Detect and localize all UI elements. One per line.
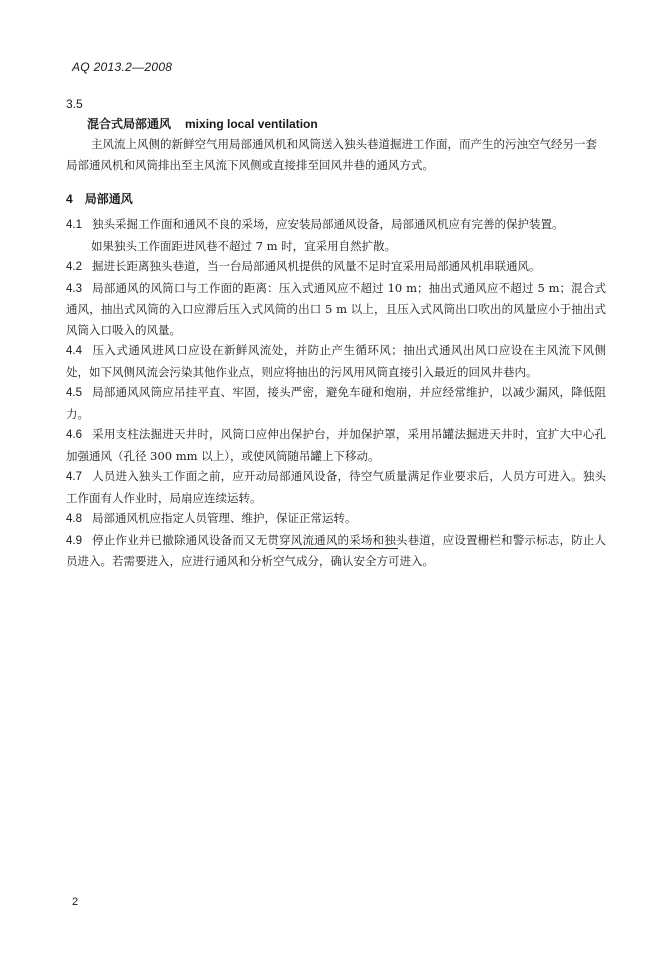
- clause-4-2: [66, 256, 606, 278]
- clause-text: 停止作业并已撤除通风设备而又无贯穿风流通风的采场和独头巷道，应设置栅栏和警示标志，防止人员进入。若需要进入，应进行通风和分析空气成分，确认安全方可进入。: [66, 532, 606, 568]
- end-rule: [276, 548, 398, 549]
- clause-text: 掘进长距离独头巷道，当一台局部通风机提供的风量不足时宜采用局部通风机串联通风。: [92, 259, 541, 273]
- clause-number: 4.4: [66, 345, 82, 357]
- page-content: [66, 96, 606, 572]
- term-chinese: 混合式局部通风: [87, 117, 172, 131]
- chapter-title: 局部通风: [84, 192, 133, 206]
- chapter-heading: [66, 190, 606, 208]
- clause-number: 4.6: [66, 429, 82, 441]
- clause-4-5: [66, 382, 606, 424]
- term-english: mixing local ventilation: [185, 117, 318, 131]
- section-number: 3.5: [66, 97, 83, 111]
- clause-text: 人员进入独头工作面之前，应开动局部通风设备，待空气质量满足作业要求后，人员方可进入。独头工作面有人作业时，局扇应连续运转。: [66, 469, 606, 505]
- clause-number: 4.5: [66, 387, 82, 399]
- clause-number: 4.1: [66, 219, 82, 231]
- clause-number: 4.3: [66, 282, 82, 295]
- clause-text: 局部通风风筒应吊挂平直、牢固，接头严密，避免车碰和炮崩，并应经常维护，以减少漏风，降低阻力。: [66, 385, 606, 421]
- page-number: 2: [72, 896, 79, 908]
- chapter-number: 4: [66, 192, 73, 206]
- document-code: AQ 2013.2—2008: [72, 60, 173, 74]
- clause-text: 局部通风的风筒口与工作面的距离：压入式通风应不超过 10 m；抽出式通风应不超过 5 m；混合式通风，抽出式风筒的入口应滞后压入式风筒的出口 5 m 以上，且压入式风筒出口吹出的风量应小于抽出式风筒入口吸入的风量。: [66, 280, 606, 337]
- clause-4-8: [66, 508, 606, 530]
- term-heading: [66, 114, 606, 134]
- clause-4-4: [66, 340, 606, 382]
- clause-number: 4.8: [66, 513, 82, 525]
- clause-text: 压入式通风进风口应设在新鲜风流处，并防止产生循环风；抽出式通风出风口应设在主风流下风侧处，如下风侧风流会污染其他作业点，则应将抽出的污风用风筒直接引入最近的回风井巷内。: [66, 343, 606, 379]
- clause-4-7: [66, 466, 606, 508]
- term-definition: 主风流上风侧的新鲜空气用局部通风机和风筒送入独头巷道掘进工作面，而产生的污浊空气经另一套局部通风机和风筒排出至主风流下风侧或直接排至回风井巷的通风方式。: [66, 137, 597, 172]
- clause-4-9: [66, 530, 606, 572]
- clause-4-1-note: 如果独头工作面距进风巷不超过 7 m 时，宜采用自然扩散。: [91, 238, 397, 253]
- clause-text: 独头采掘工作面和通风不良的采场，应安装局部通风设备，局部通风机应有完善的保护装置。: [92, 217, 564, 231]
- clause-text: 局部通风机应指定人员管理、维护，保证正常运转。: [92, 511, 357, 525]
- clause-text: 采用支柱法掘进天井时，风筒口应伸出保护台，并加保护罩，采用吊罐法掘进天井时，宜扩大中心孔加强通风（孔径 300 mm 以上），或使风筒随吊罐上下移动。: [66, 427, 606, 463]
- clause-4-6: [66, 424, 606, 466]
- clause-4-3: [66, 278, 606, 341]
- clause-number: 4.9: [66, 534, 82, 547]
- clause-4-1: [66, 214, 606, 236]
- clause-number: 4.7: [66, 471, 82, 483]
- clause-number: 4.2: [66, 261, 82, 273]
